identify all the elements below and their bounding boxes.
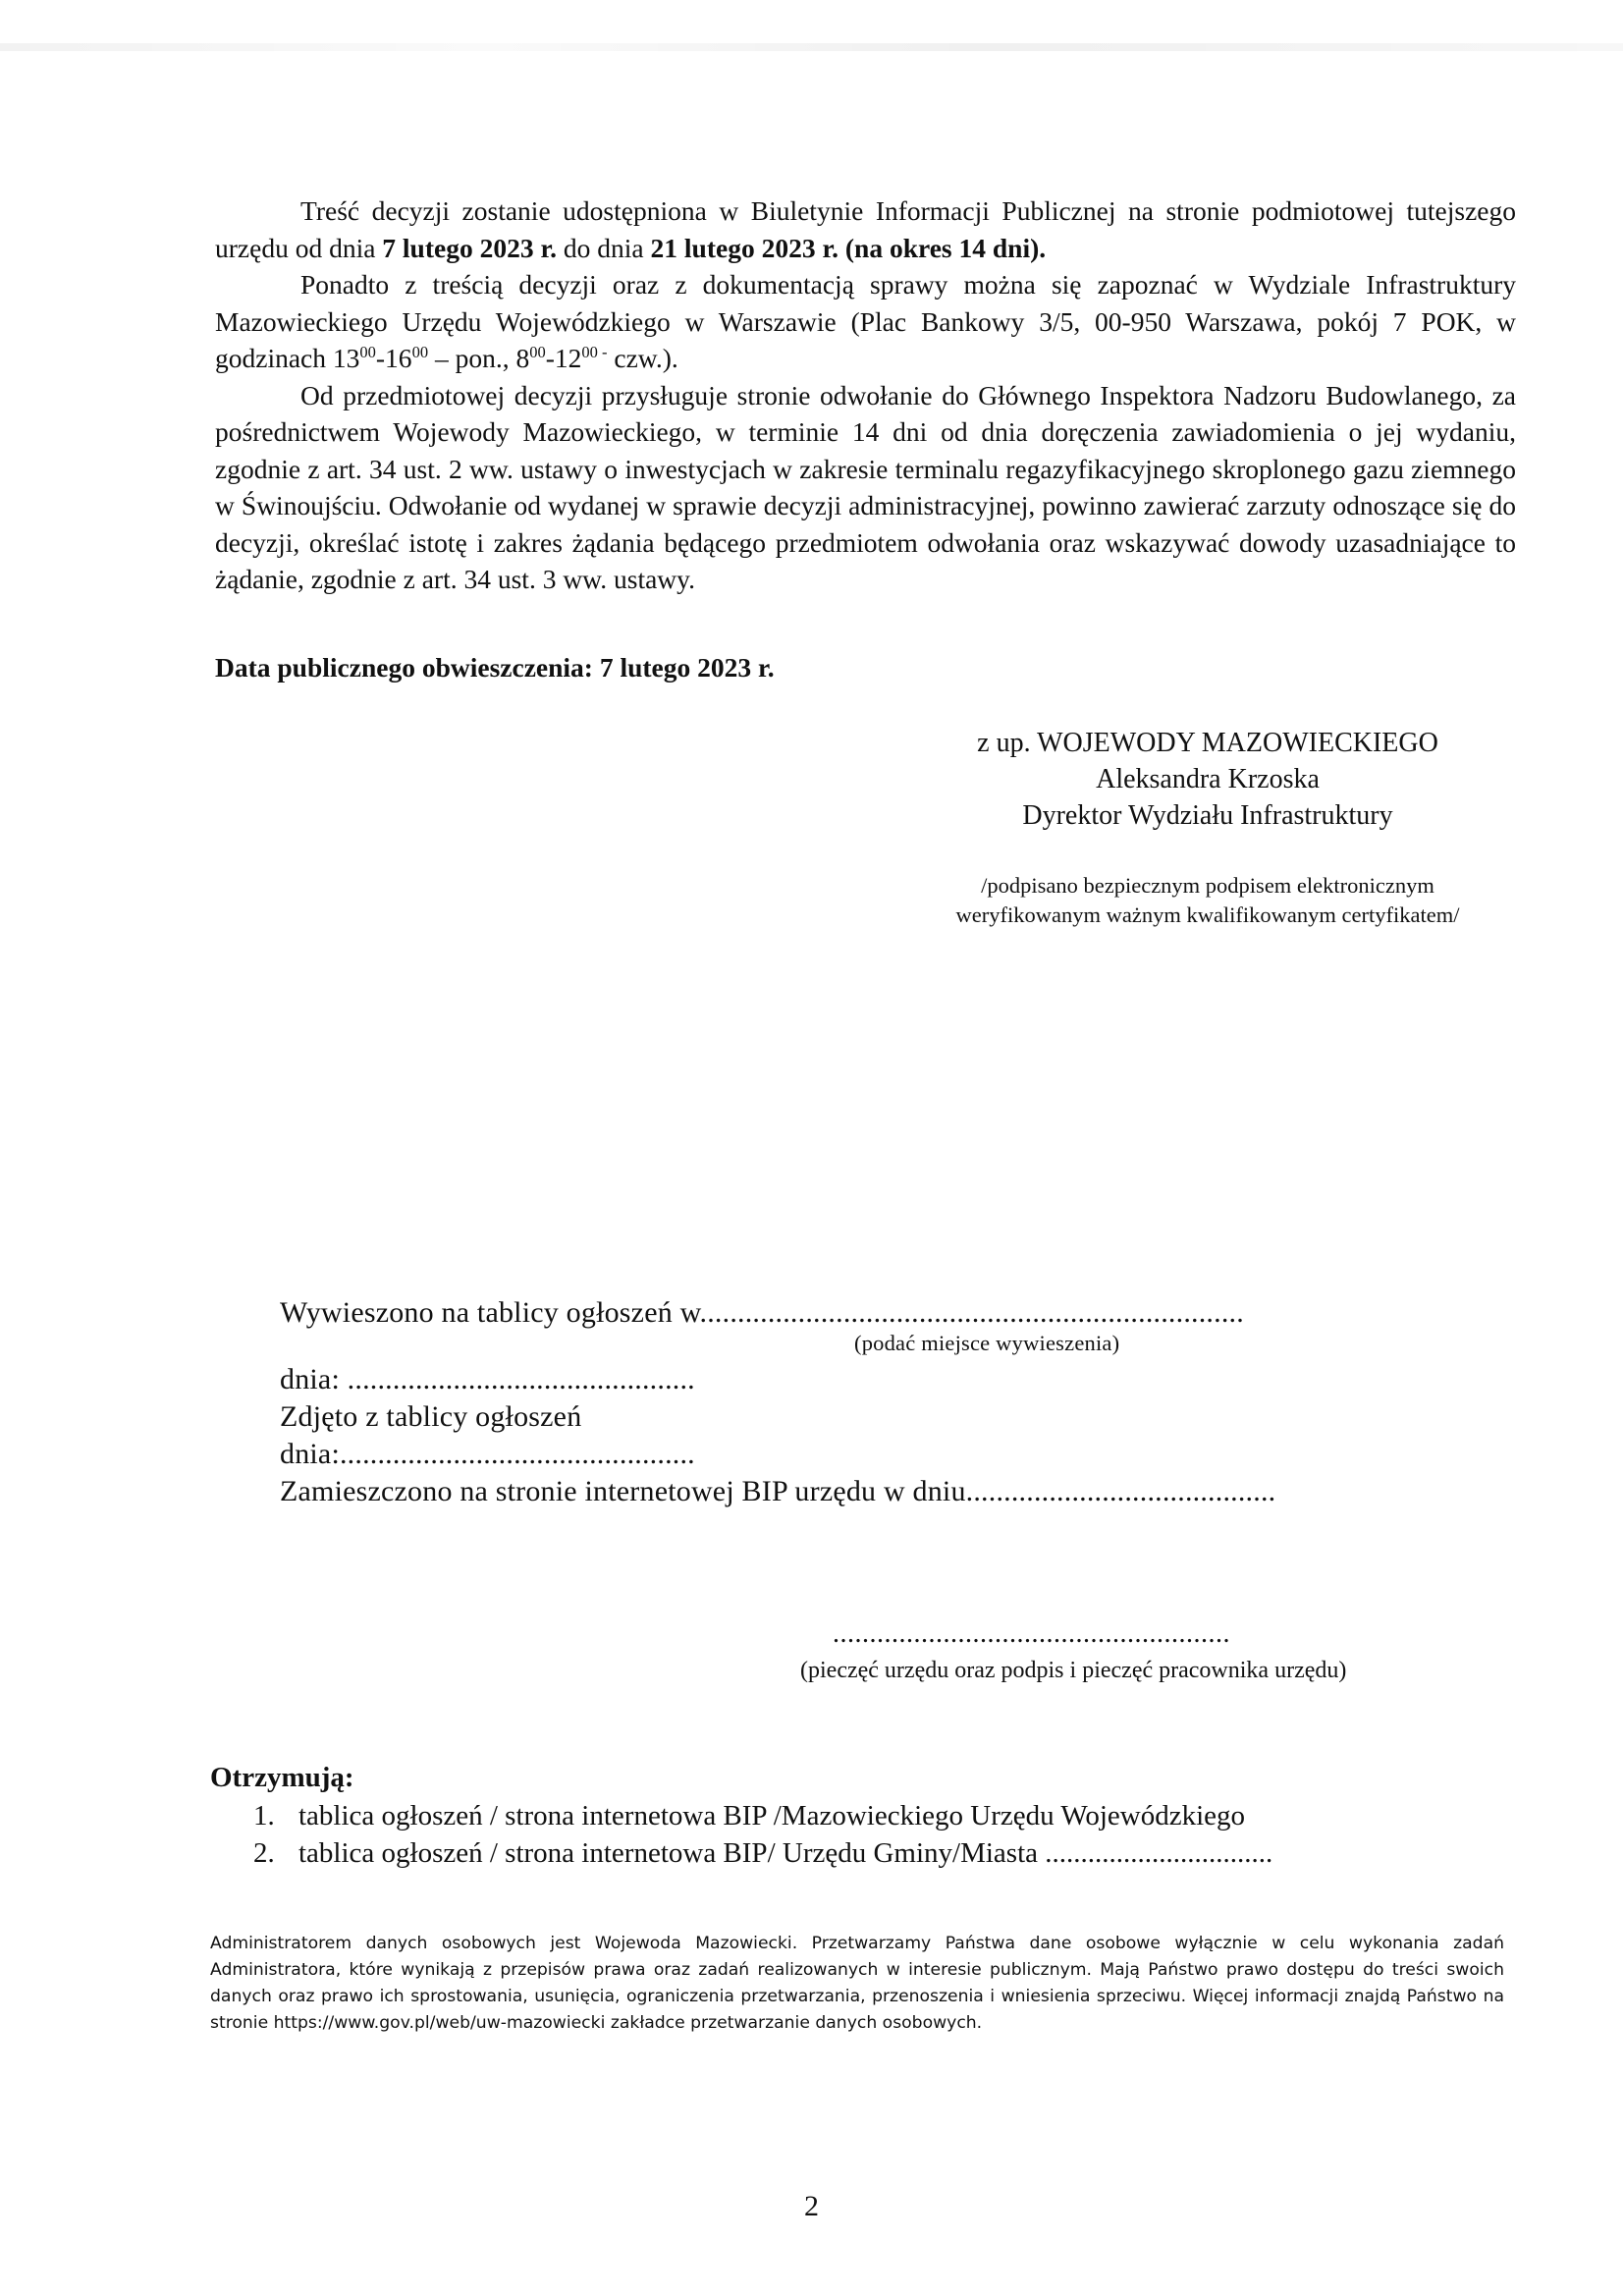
paragraph-text: – pon., 8 xyxy=(428,343,530,373)
decision-body xyxy=(215,192,1516,598)
stamp-signature-line: ...................................................... xyxy=(833,1618,1230,1649)
posted-location-hint: (podać miejsce wywieszenia) xyxy=(854,1331,1120,1355)
signature-on-behalf: z up. WOJEWODY MAZOWIECKIEGO xyxy=(977,728,1438,758)
posting-record xyxy=(280,1294,1275,1510)
gdpr-notice: Administratorem danych osobowych jest Wojewoda Mazowiecki. Przetwarzamy Państwa dane osobowe wyłącznie w celu wykonania zadań Administratora, które wynikają z przepisów prawa oraz zadań realizowanych w interesie publicznym. Mają Państwo prawo dostępu do treści swoich danych oraz prawo ich sprostowania, usunięcia, ograniczenia przetwarzania, przenoszenia i wniesienia sprzeciwu. Więcej informacji znajdą Państwo na stronie https://www.gov.pl/web/uw-mazowiecki zakładce przetwarzanie danych osobowych. xyxy=(210,1934,1504,2033)
removed-label: Zdjęto z tablicy ogłoszeń xyxy=(280,1400,582,1433)
electronic-signature-note xyxy=(790,871,1623,930)
scan-artifact xyxy=(0,43,1623,51)
removed-date-line: dnia:............................................... xyxy=(280,1438,695,1470)
list-number: 1. xyxy=(253,1800,275,1831)
page-number: 2 xyxy=(804,2190,819,2222)
paragraph-text: do dnia xyxy=(557,232,651,263)
bip-published-line: Zamieszczono na stronie internetowej BIP urzędu w dniu......................................... xyxy=(280,1475,1276,1507)
list-item-text: tablica ogłoszeń / strona internetowa BIP/ Urzędu Gminy/Miasta ................................ xyxy=(298,1837,1273,1869)
recipients-list xyxy=(253,1797,1272,1872)
signature-note-line: /podpisano bezpiecznym podpisem elektronicznym xyxy=(981,873,1434,898)
superscript: 00 - xyxy=(581,342,608,361)
posted-date-line: dnia: .............................................. xyxy=(280,1363,695,1395)
paragraph-publication-period xyxy=(215,192,1516,266)
signature-name: Aleksandra Krzoska xyxy=(1096,764,1320,794)
signature-title: Dyrektor Wydziału Infrastruktury xyxy=(1022,800,1393,831)
paragraph-appeal: Od przedmiotowej decyzji przysługuje stronie odwołanie do Głównego Inspektora Nadzoru Budowlanego, za pośrednictwem Wojewody Mazowieckiego, w terminie 14 dni od dnia doręczenia zawiadomienia o jej wydaniu, zgodnie z art. 34 ust. 2 ww. ustawy o inwestycjach w zakresie terminalu regazyfikacyjnego skroplonego gazu ziemnego w Świnoujściu. Odwołanie od wydanej w sprawie decyzji administracyjnej, powinno zawierać zarzuty odnoszące się do decyzji, określać istotę i zakres żądania będącego przedmiotem odwołania oraz wskazywać dowody uzasadniające to żądanie, zgodnie z art. 34 ust. 3 ww. ustawy. xyxy=(215,379,1516,594)
posted-location-line: Wywieszono na tablicy ogłoszeń w........................................................................ xyxy=(280,1296,1244,1329)
superscript: 00 xyxy=(411,342,429,361)
list-item xyxy=(253,1797,1272,1834)
superscript: 00 xyxy=(529,342,546,361)
paragraph-text: czw.). xyxy=(607,343,678,373)
stamp-signature-hint: (pieczęć urzędu oraz podpis i pieczęć pracownika urzędu) xyxy=(800,1658,1347,1683)
signature-note-line: weryfikowanym ważnym kwalifikowanym certyfikatem/ xyxy=(955,902,1460,927)
date-end: 21 lutego 2023 r. (na okres 14 dni). xyxy=(650,232,1047,263)
paragraph-documentation-access xyxy=(215,266,1516,377)
recipients-title: Otrzymują: xyxy=(210,1762,354,1793)
publication-date: Data publicznego obwieszczenia: 7 lutego 2023 r. xyxy=(215,652,775,683)
list-item-text: tablica ogłoszeń / strona internetowa BIP /Mazowieckiego Urzędu Wojewódzkiego xyxy=(298,1800,1246,1831)
signature-block xyxy=(795,725,1620,834)
paragraph-text: -12 xyxy=(545,343,582,373)
list-number: 2. xyxy=(253,1837,275,1869)
superscript: 00 xyxy=(359,342,376,361)
paragraph-text: Ponadto z treścią decyzji oraz z dokumentacją sprawy można się zapoznać w Wydziale Infrastruktury Mazowieckiego Urzędu Wojewódzkiego w Warszawie (Plac Bankowy 3/5, 00-950 Warszawa, pokój 7 POK, w godzinach 13 xyxy=(215,269,1516,373)
paragraph-text: -16 xyxy=(375,343,412,373)
list-item xyxy=(253,1834,1272,1872)
paragraph-text: Treść decyzji zostanie udostępniona w Biuletynie Informacji Publicznej na stronie podmiotowej tutejszego urzędu od dnia xyxy=(215,195,1516,263)
date-start: 7 lutego 2023 r. xyxy=(382,232,558,263)
